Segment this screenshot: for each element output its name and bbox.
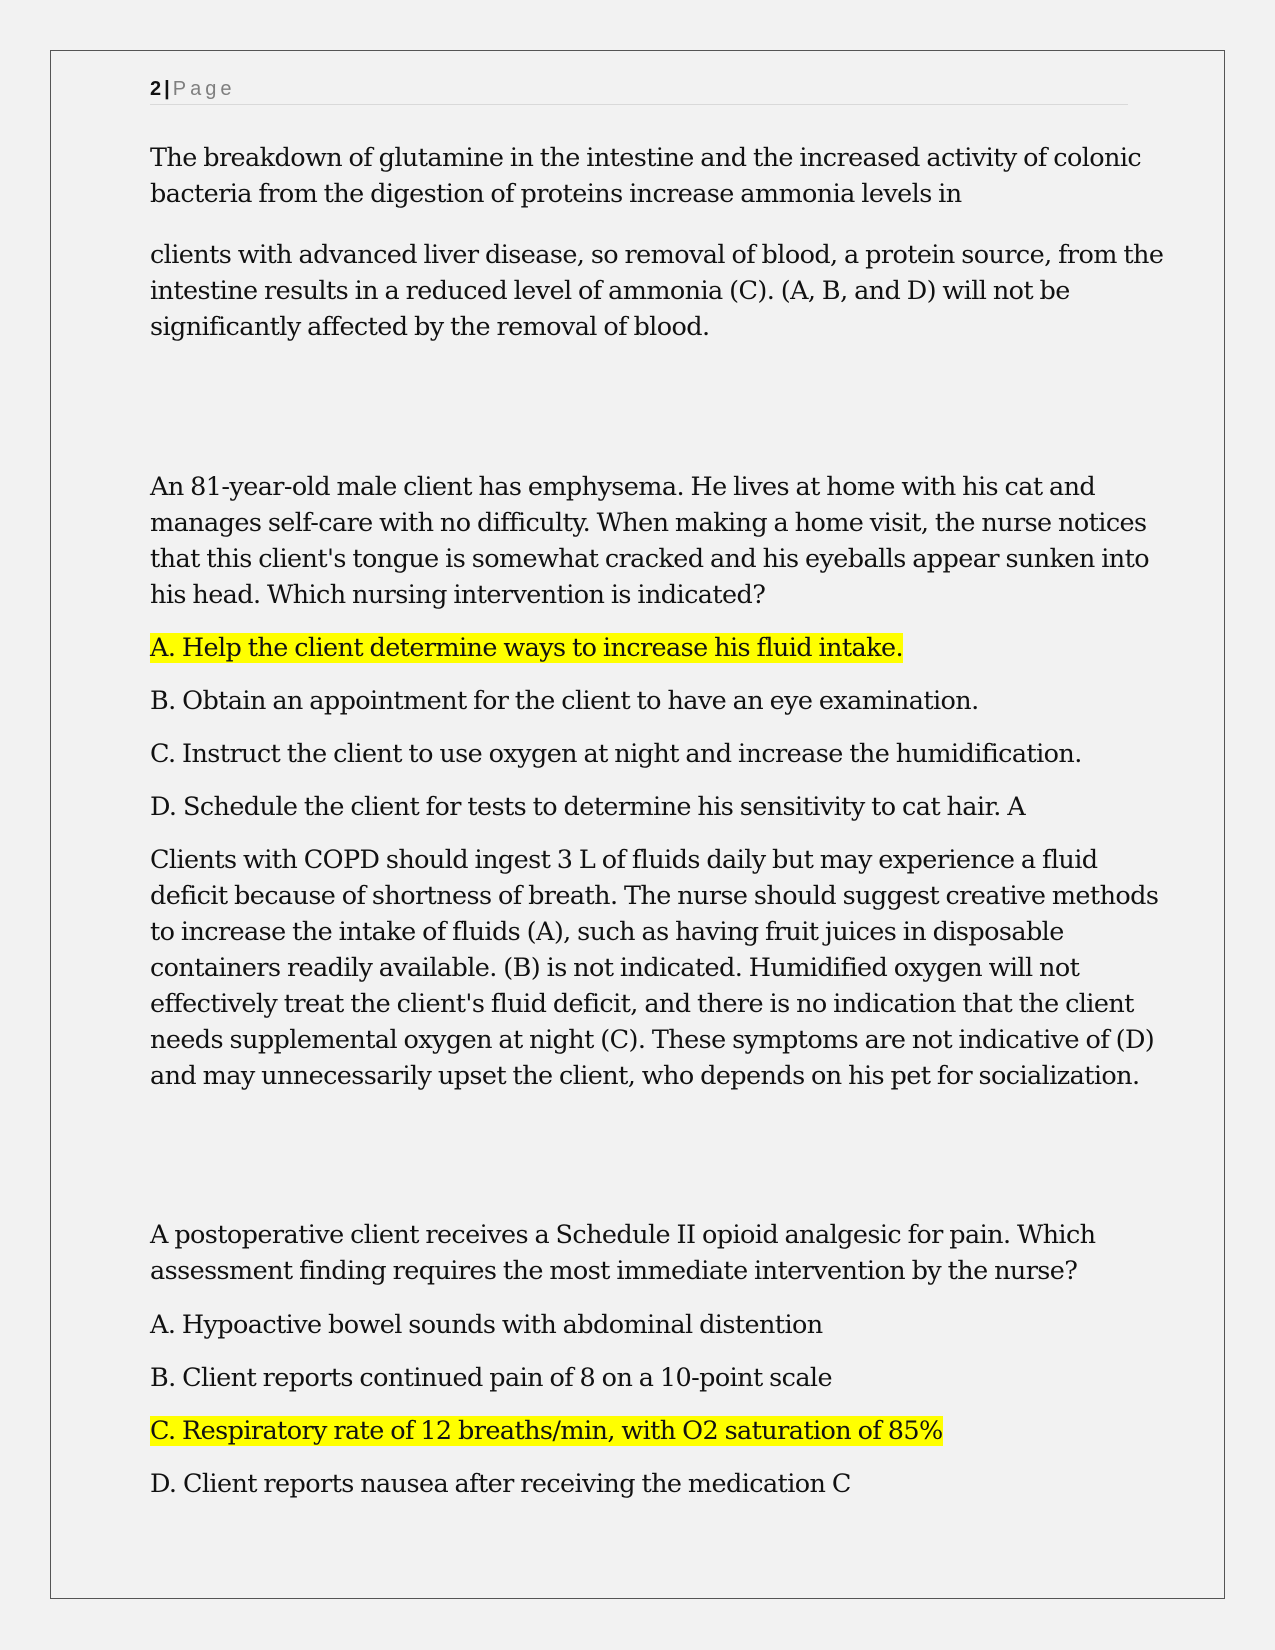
answer-text: A. Hypoactive bowel sounds with abdominal distention — [150, 1310, 823, 1340]
answer-text: D. Client reports nausea after receiving the medication C — [150, 1469, 851, 1499]
text-line: to increase the intake of fluids (A), such as having fruit juices in disposable — [150, 917, 1064, 947]
text-line: Clients with COPD should ingest 3 L of fluids daily but may experience a fluid — [150, 845, 1098, 875]
answer-text: B. Obtain an appointment for the client to have an eye examination. — [150, 686, 979, 716]
answer-option-a-highlighted — [150, 630, 1130, 666]
answer-option-c-highlighted — [150, 1413, 1130, 1449]
highlighted-answer: C. Respiratory rate of 12 breaths/min, with O2 saturation of 85% — [150, 1416, 943, 1446]
answer-option-c — [150, 736, 1130, 772]
text-line: needs supplemental oxygen at night (C). These symptoms are not indicative of (D) — [150, 1025, 1155, 1055]
text-line: assessment finding requires the most immediate intervention by the nurse? — [150, 1256, 1078, 1286]
text-line: A postoperative client receives a Schedule II opioid analgesic for pain. Which — [150, 1220, 1096, 1250]
text-line: An 81-year-old male client has emphysema. He lives at home with his cat and — [150, 472, 1096, 502]
page-number: 2 — [150, 78, 162, 100]
page-header — [150, 76, 1128, 105]
answer-text: D. Schedule the client for tests to determine his sensitivity to cat hair. A — [150, 792, 1026, 822]
header-separator: | — [164, 78, 170, 100]
text-line: and may unnecessarily upset the client, who depends on his pet for socialization. — [150, 1061, 1140, 1091]
question-opioid — [150, 1217, 1130, 1289]
answer-option-b — [150, 683, 1130, 719]
text-line: effectively treat the client's fluid deficit, and there is no indication that the client — [150, 989, 1134, 1019]
text-line: manages self-care with no difficulty. When making a home visit, the nurse notices — [150, 508, 1147, 538]
text-line: intestine results in a reduced level of ammonia (C). (A, B, and D) will not be — [150, 276, 1070, 306]
paragraph-ammonia-rationale — [150, 237, 1164, 345]
page-label: Page — [172, 78, 236, 100]
text-line: his head. Which nursing intervention is indicated? — [150, 580, 766, 610]
paragraph-copd-rationale — [150, 842, 1159, 1094]
answer-text: C. Instruct the client to use oxygen at night and increase the humidification. — [150, 739, 1082, 769]
answer-option-b — [150, 1360, 1130, 1396]
text-line: containers readily available. (B) is not indicated. Humidified oxygen will not — [150, 953, 1080, 983]
highlighted-answer: A. Help the client determine ways to increase his fluid intake. — [150, 633, 903, 663]
answer-option-a — [150, 1307, 1130, 1343]
answer-option-d — [150, 789, 1130, 825]
text-line: significantly affected by the removal of blood. — [150, 312, 710, 342]
text-line: deficit because of shortness of breath. The nurse should suggest creative methods — [150, 881, 1159, 911]
text-line: clients with advanced liver disease, so removal of blood, a protein source, from the — [150, 240, 1164, 270]
paragraph-ammonia-intro — [150, 140, 1142, 212]
text-line: bacteria from the digestion of proteins increase ammonia levels in — [150, 179, 962, 209]
answer-text: B. Client reports continued pain of 8 on a 10-point scale — [150, 1363, 832, 1393]
question-emphysema — [150, 469, 1150, 613]
answer-option-d — [150, 1466, 1130, 1502]
text-line: The breakdown of glutamine in the intestine and the increased activity of colonic — [150, 143, 1142, 173]
text-line: that this client's tongue is somewhat cracked and his eyeballs appear sunken into — [150, 544, 1150, 574]
